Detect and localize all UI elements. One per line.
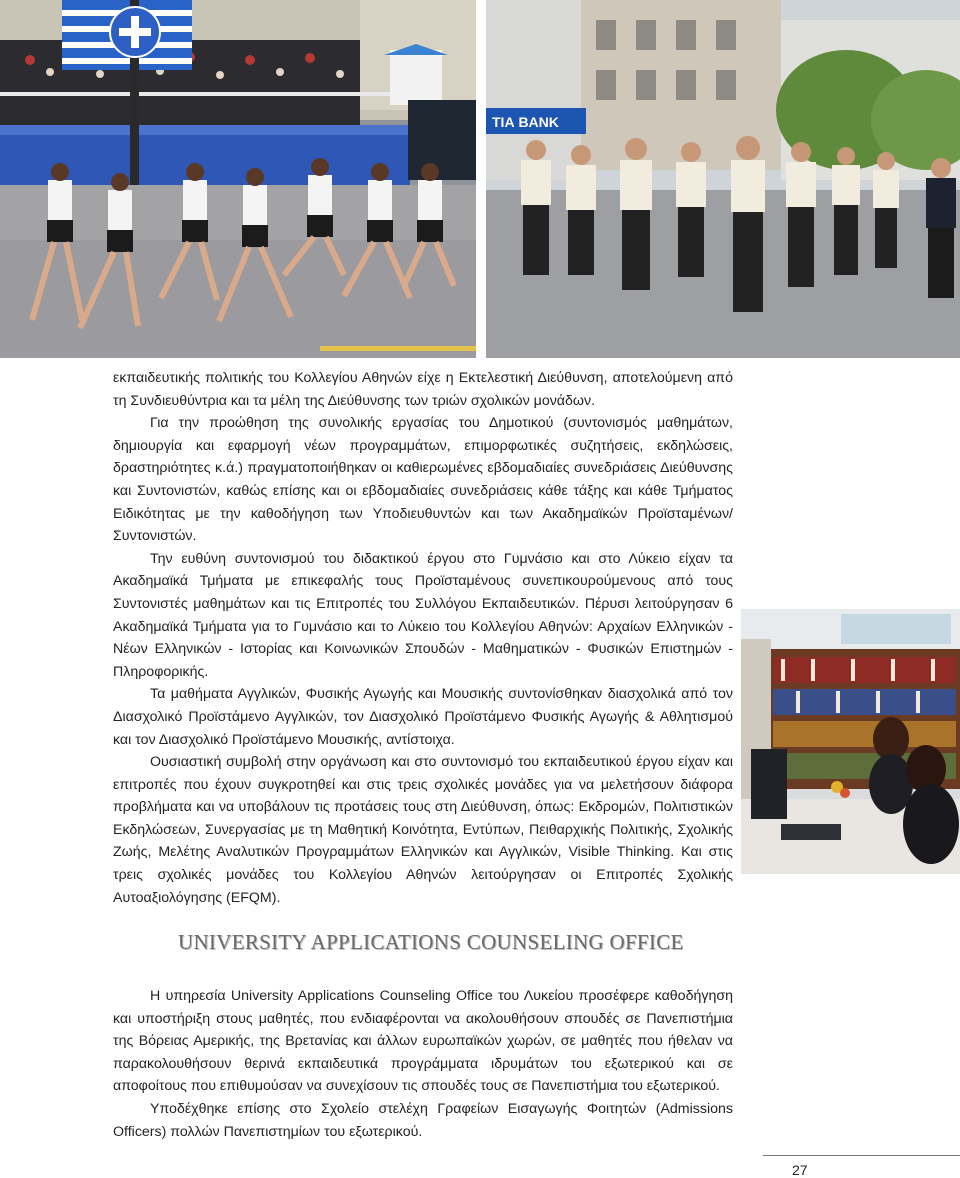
library-photo	[741, 609, 960, 874]
body-text-bottom	[113, 985, 733, 1143]
body-text-top	[113, 367, 733, 909]
paragraph: Για την προώθηση της συνολικής εργασίας του Δημοτικού (συντονισμός μαθημάτων, δημιουργία και εφαρμογή νέων προγραμμάτων, επιμορφωτικές συζητήσεις, εκδηλώσεις, δραστηριότητες κ.ά.) πραγματοποιήθηκαν οι καθιερωμένες εβδομαδιαίες συνεδριάσεις Διεύθυνσης και Συντονιστών, καθώς επίσης και οι εβδομαδιαίες συνεδριάσεις κάθε τάξης και κάθε Τμήματος Ειδικότητας με την καθοδήγηση των Υποδιευθυντών και των Ακαδημαϊκών Προϊσταμένων/Συντονιστών.	[113, 415, 733, 545]
page-number: 27	[792, 1162, 808, 1178]
paragraph: Η υπηρεσία University Applications Counseling Office του Λυκείου προσέφερε καθοδήγηση και υποστήριξη στους μαθητές, που ενδιαφέρονται να ακολουθήσουν σπουδές σε Πανεπιστήμια της Βόρειας Αμερικής, της Βρετανίας και άλλων ευρωπαϊκών χωρών, σε μαθητές που ήθελαν να παρακολουθήσουν θερινά εκπαιδευτικά προγράμματα ιδρυμάτων του εξωτερικού και σε αποφοίτους που επιθυμούσαν να συνεχίσουν τις σπουδές τους σε Πανεπιστήμια του εξωτερικού.	[113, 988, 733, 1095]
section-heading: UNIVERSITY APPLICATIONS COUNSELING OFFICE	[178, 930, 684, 954]
footer-divider	[763, 1155, 960, 1156]
girls-parade-photo	[0, 0, 476, 358]
paragraph: Υποδέχθηκε επίσης στο Σχολείο στελέχη Γραφείων Εισαγωγής Φοιτητών (Admissions Officers) πολλών Πανεπιστημίων του εξωτερικού.	[113, 1100, 733, 1140]
bank-sign-text: ΤΙΑ BANK	[492, 114, 559, 130]
paragraph: εκπαιδευτικής πολιτικής του Κολλεγίου Αθηνών είχε η Εκτελεστική Διεύθυνση, αποτελούμενη από τη Συνδιευθύντρια και τα μέλη της Διεύθυνσης των τριών σχολικών μονάδων.	[113, 370, 733, 409]
boys-parade-photo	[486, 0, 960, 358]
paragraph: Τα μαθήματα Αγγλικών, Φυσικής Αγωγής και Μουσικής συντονίσθηκαν διασχολικά από τον Διασχολικό Προϊστάμενο Αγγλικών, τον Διασχολικό Προϊστάμενο Φυσικής Αγωγής & Αθλητισμού και τον Διασχολικό Προϊστάμενο Μουσικής, αντίστοιχα.	[113, 686, 733, 748]
paragraph: Ουσιαστική συμβολή στην οργάνωση και στο συντονισμό του εκπαιδευτικού έργου είχαν και επιτροπές που έχουν συγκροτηθεί και στις τρεις σχολικές μονάδες για να μελετήσουν διάφορα προβλήματα και να υποβάλουν τις προτάσεις τους στη Διεύθυνση, όπως: Εκδρομών, Πολιτιστικών Εκδηλώσεων, Συνεργασίας με τη Μαθητική Κοινότητα, Εντύπων, Πειθαρχικής Πολιτικής, Σχολικής Ζωής, Μελέτης Αναλυτικών Προγραμμάτων Ελληνικών και Αγγλικών, Visible Thinking. Και στις τρεις σχολικές μονάδες του Κολλεγίου Αθηνών λειτούργησαν οι Επιτροπές Σχολικής Αυτοαξιολόγησης (EFQM).	[113, 754, 733, 906]
paragraph: Την ευθύνη συντονισμού του διδακτικού έργου στο Γυμνάσιο και στο Λύκειο είχαν τα Ακαδημαϊκά Τμήματα με επικεφαλής τους Προϊσταμένους συνεπικουρούμενους από τους Συντονιστές μαθημάτων και τις Επιτροπές του Συλλόγου Εκπαιδευτικών. Πέρυσι λειτούργησαν 6 Ακαδημαϊκά Τμήματα για το Γυμνάσιο και το Λύκειο του Κολλεγίου Αθηνών: Αρχαίων Ελληνικών - Νέων Ελληνικών - Ιστορίας και Κοινωνικών Σπουδών - Μαθηματικών - Φυσικών Επιστημών - Πληροφορικής.	[113, 550, 733, 680]
